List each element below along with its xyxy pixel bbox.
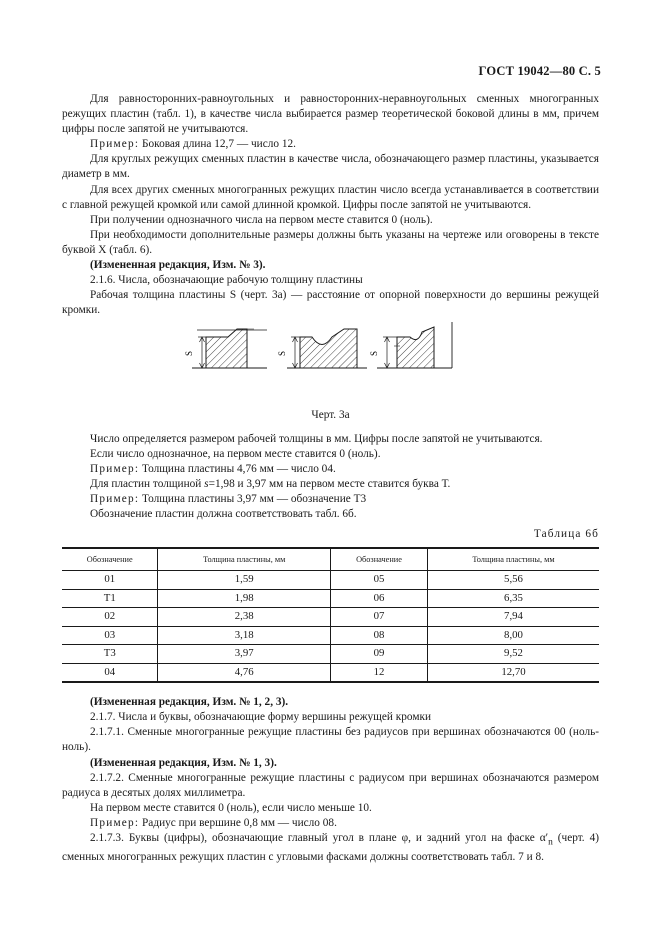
column-header: Толщина пластины, мм xyxy=(158,548,331,571)
table-cell: 3,97 xyxy=(158,645,331,664)
table-cell: 12 xyxy=(330,663,427,682)
paragraph-radius-zero: На первом месте ставится 0 (ноль), если число меньше 10. xyxy=(90,801,372,814)
thickness-label-2: S xyxy=(277,351,287,357)
figure-3a xyxy=(62,322,599,404)
insert-profile-groove xyxy=(277,329,367,368)
example-label: Пример: xyxy=(90,462,140,475)
text-fragment: Для пластин толщиной xyxy=(90,477,205,490)
table-cell: 1,98 xyxy=(158,589,331,608)
table-row xyxy=(62,645,599,664)
table-cell: Т3 xyxy=(62,645,158,664)
revision-note: (Измененная редакция, Изм. № 1, 3). xyxy=(90,756,277,769)
table-row xyxy=(62,626,599,645)
example-text: Толщина пластины 3,97 мм — обозначение Т3 xyxy=(139,492,367,505)
page-content xyxy=(62,92,599,865)
example-t3 xyxy=(62,492,599,507)
paragraph-side-length: Для равносторонних-равноугольных и равносторонних-неравноугольных сменных многогранных режущих пластин (табл. 1), в качестве числа выбирается размер теоретической боковой длины в мм, причем цифры после запятой не учитываются. xyxy=(62,93,599,136)
table-cell: 5,56 xyxy=(428,571,600,590)
figure-3a-drawing xyxy=(172,322,512,404)
column-header: Обозначение xyxy=(62,548,158,571)
column-header: Обозначение xyxy=(330,548,427,571)
text-fragment: 2.1.7.3. Буквы (цифры), обозначающие главный угол в плане φ, и задний угол на фаске α′ xyxy=(90,832,549,844)
paragraph-table-ref: Обозначение пластин должна соответствовать табл. 6б. xyxy=(90,507,357,520)
thickness-label-3: S xyxy=(369,351,379,357)
table-cell: 8,00 xyxy=(428,626,600,645)
table-title: Таблица 6б xyxy=(533,528,599,541)
table-cell: 2,38 xyxy=(158,608,331,627)
column-header: Толщина пластины, мм xyxy=(428,548,600,571)
section-2-1-7-heading: 2.1.7. Числа и буквы, обозначающие форму вершины режущей кромки xyxy=(90,711,432,724)
table-cell: 02 xyxy=(62,608,158,627)
subscript-n: n xyxy=(548,837,553,848)
paragraph-single-digit: При получении однозначного числа на первом месте ставится 0 (ноль). xyxy=(90,213,433,226)
example-thickness xyxy=(62,462,599,477)
example-text: Толщина пластины 4,76 мм — число 04. xyxy=(139,462,336,475)
example-side-length xyxy=(62,137,599,152)
insert-profile-flat xyxy=(184,329,267,368)
insert-profile-raised xyxy=(369,322,452,368)
table-cell: 08 xyxy=(330,626,427,645)
paragraph-letter-t xyxy=(62,477,599,492)
table-row xyxy=(62,571,599,590)
example-label: Пример: xyxy=(90,816,140,829)
paragraph-additional-dimensions: При необходимости дополнительные размеры должны быть указаны на чертеже или оговорены в тексте буквой X (табл. 6). xyxy=(62,228,599,256)
table-cell: 4,76 xyxy=(158,663,331,682)
example-label: Пример: xyxy=(90,492,140,505)
revision-note: (Измененная редакция, Изм. № 1, 2, 3). xyxy=(90,696,289,709)
text-fragment: =1,98 и 3,97 мм на первом месте ставится буква Т. xyxy=(208,477,451,490)
paragraph-no-radius: 2.1.7.1. Сменные многогранные режущие пластины без радиусов при вершинах обозначаются 00 (ноль-ноль). xyxy=(62,726,599,754)
paragraph-angle-letters xyxy=(62,831,599,865)
paragraph-other-inserts: Для всех других сменных многогранных режущих пластин число всегда устанавливается в соответствии с главной режущей кромкой или самой длинной кромкой. Цифры после запятой не учитываются. xyxy=(62,183,599,211)
table-cell: 05 xyxy=(330,571,427,590)
revision-note: (Измененная редакция, Изм. № 3). xyxy=(90,259,266,272)
paragraph-with-radius: 2.1.7.2. Сменные многогранные режущие пластины с радиусом при вершинах обозначаются размером радиуса в десятых долях миллиметра. xyxy=(62,771,599,799)
table-row xyxy=(62,663,599,682)
example-label: Пример: xyxy=(90,138,140,151)
table-cell: 7,94 xyxy=(428,608,600,627)
table-cell: 3,18 xyxy=(158,626,331,645)
paragraph-single-digit-thickness: Если число однозначное, на первом месте ставится 0 (ноль). xyxy=(90,447,381,460)
table-cell: 06 xyxy=(330,589,427,608)
table-cell: 01 xyxy=(62,571,158,590)
table-cell: Т1 xyxy=(62,589,158,608)
table-row xyxy=(62,608,599,627)
table-cell: 03 xyxy=(62,626,158,645)
example-text: Радиус при вершине 0,8 мм — число 08. xyxy=(139,816,337,829)
table-cell: 04 xyxy=(62,663,158,682)
figure-caption: Черт. 3а xyxy=(311,409,350,422)
example-text: Боковая длина 12,7 — число 12. xyxy=(139,138,296,151)
example-radius xyxy=(62,816,599,831)
table-cell: 09 xyxy=(330,645,427,664)
paragraph-number-definition: Число определяется размером рабочей толщины в мм. Цифры после запятой не учитываются. xyxy=(90,432,543,445)
table-cell: 12,70 xyxy=(428,663,600,682)
table-row xyxy=(62,589,599,608)
paragraph-working-thickness: Рабочая толщина пластины S (черт. 3а) — расстояние от опорной поверхности до вершины режущей кромки. xyxy=(62,289,599,317)
section-2-1-6-heading: 2.1.6. Числа, обозначающие рабочую толщину пластины xyxy=(90,274,363,287)
table-cell: 6,35 xyxy=(428,589,600,608)
thickness-table xyxy=(62,547,599,683)
table-header-row xyxy=(62,548,599,571)
text-fragment: (черт. 4) сменных многогранных режущих пластин с угловыми фасками должны соответствовать табл. 7 и 8. xyxy=(62,832,599,864)
table-cell: 07 xyxy=(330,608,427,627)
symbol-s: s xyxy=(204,477,209,490)
paragraph-round-inserts: Для круглых режущих сменных пластин в качестве числа, обозначающего размер пластины, указывается диаметр в мм. xyxy=(62,153,599,181)
thickness-label-1: S xyxy=(184,351,194,357)
page-header: ГОСТ 19042—80 С. 5 xyxy=(478,64,601,78)
table-cell: 9,52 xyxy=(428,645,600,664)
table-cell: 1,59 xyxy=(158,571,331,590)
